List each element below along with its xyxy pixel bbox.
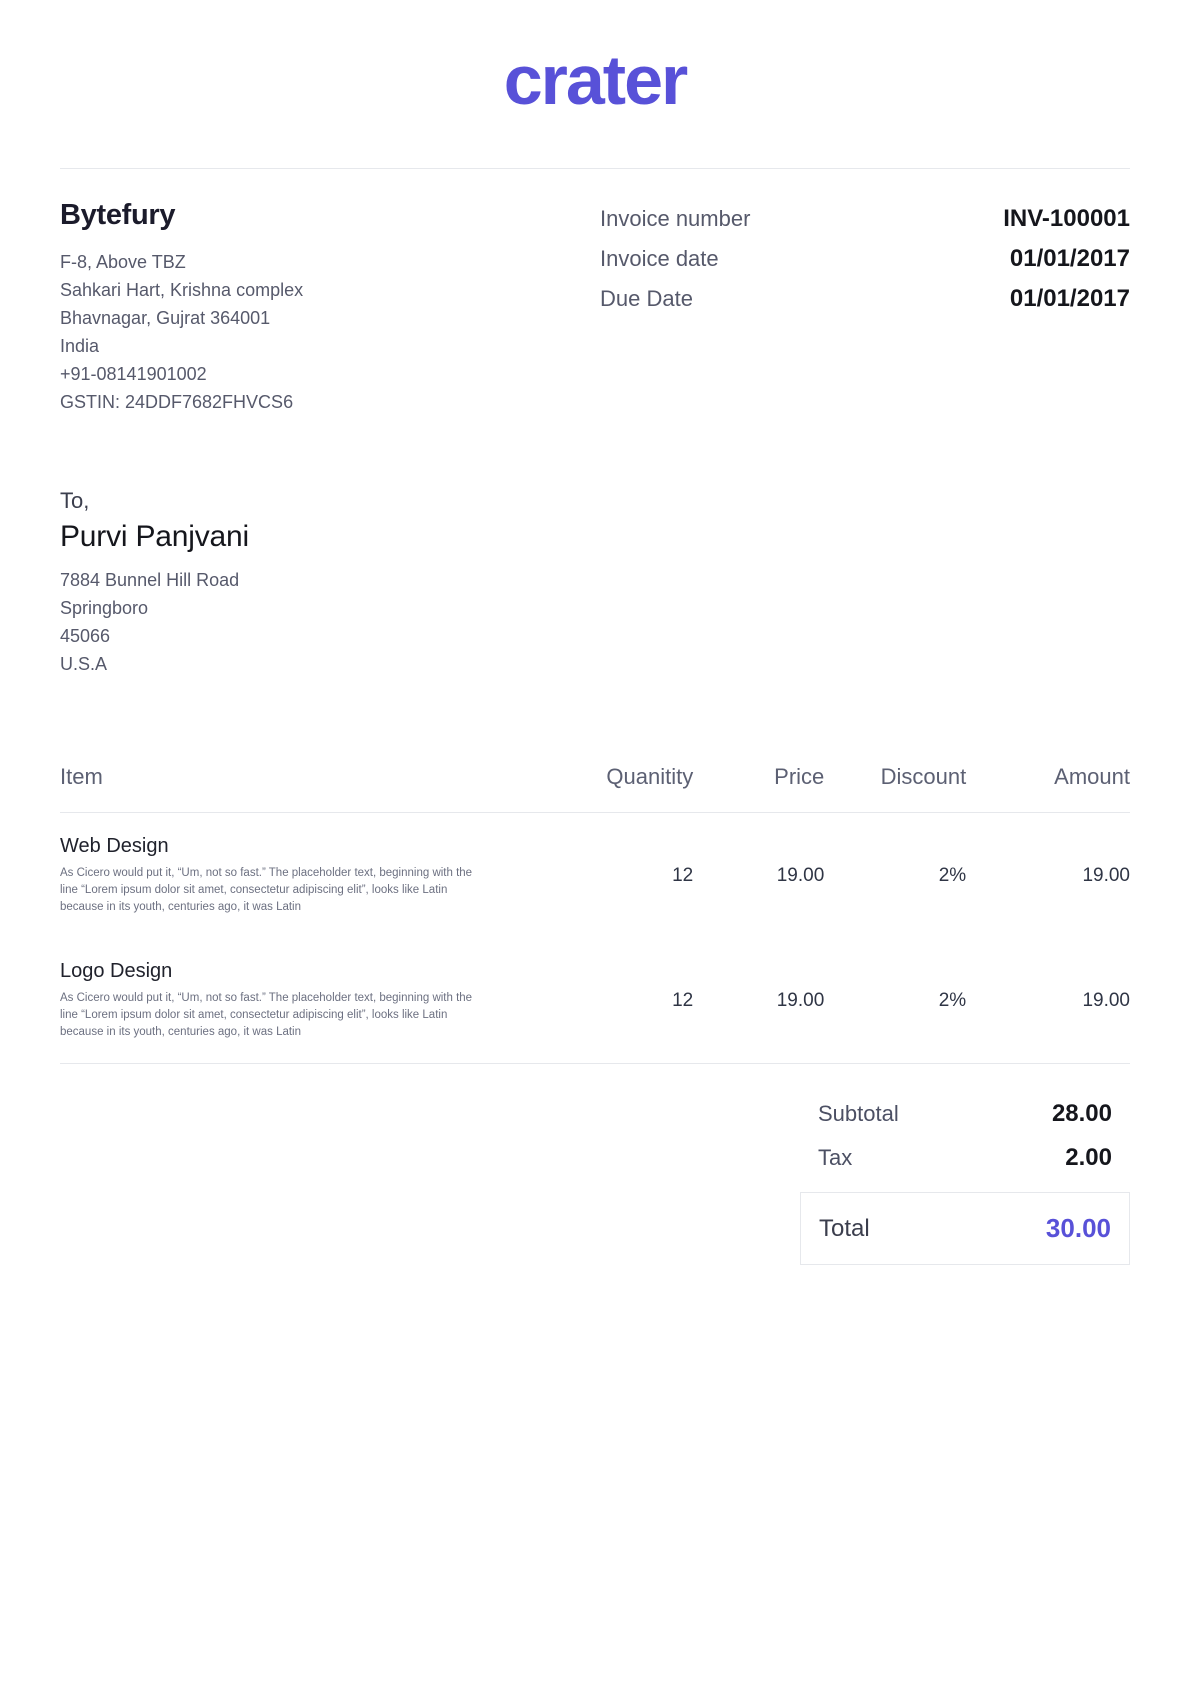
bill-to-name: Purvi Panjvani bbox=[60, 520, 249, 553]
item-title: Web Design bbox=[60, 835, 169, 857]
item-description: As Cicero would put it, “Um, not so fast.” The placeholder text, beginning with the line “Lorem ipsum dolor sit amet, consectetur adipiscing elit”, looks like Latin because in its youth, centuries ago, it was Latin bbox=[60, 867, 473, 913]
table-row bbox=[60, 813, 1130, 939]
items-table bbox=[60, 764, 1130, 1063]
brand-logo-text: crater bbox=[503, 41, 687, 119]
due-date-label: Due Date bbox=[600, 286, 693, 311]
column-header-quantity: Quanitity bbox=[562, 764, 693, 813]
brand-logo bbox=[60, 0, 1130, 160]
invoice-number-label: Invoice number bbox=[600, 206, 751, 231]
item-amount: 19.00 bbox=[1082, 864, 1130, 886]
tax-label: Tax bbox=[818, 1145, 853, 1170]
item-price: 19.00 bbox=[776, 989, 825, 1011]
totals-block bbox=[800, 1092, 1130, 1265]
item-price: 19.00 bbox=[776, 864, 825, 886]
invoice-date-label: Invoice date bbox=[600, 246, 719, 271]
invoice-number-row bbox=[600, 205, 1130, 233]
invoice-meta-block bbox=[600, 199, 1130, 416]
company-address-line: F-8, Above TBZ bbox=[60, 252, 186, 272]
column-header-price: Price bbox=[693, 764, 824, 813]
bill-to-label: To, bbox=[60, 488, 90, 513]
total-label: Total bbox=[819, 1214, 870, 1242]
company-gstin: GSTIN: 24DDF7682FHVCS6 bbox=[60, 392, 294, 412]
due-date-row bbox=[600, 285, 1130, 313]
item-quantity: 12 bbox=[672, 989, 694, 1011]
bill-to-address-line: 45066 bbox=[60, 626, 111, 646]
item-discount: 2% bbox=[938, 989, 967, 1011]
bill-to-address-line: Springboro bbox=[60, 598, 149, 618]
item-description: As Cicero would put it, “Um, not so fast.” The placeholder text, beginning with the line “Lorem ipsum dolor sit amet, consectetur adipiscing elit”, looks like Latin because in its youth, centuries ago, it was Latin bbox=[60, 992, 473, 1038]
subtotal-value: 28.00 bbox=[1051, 1100, 1112, 1127]
tax-value: 2.00 bbox=[1065, 1144, 1112, 1171]
invoice-header bbox=[60, 199, 1130, 416]
company-address-line: India bbox=[60, 336, 100, 356]
total-row bbox=[800, 1192, 1130, 1265]
company-phone: +91-08141901002 bbox=[60, 364, 207, 384]
header-divider bbox=[60, 168, 1130, 169]
company-address-line: Sahkari Hart, Krishna complex bbox=[60, 280, 304, 300]
table-row bbox=[60, 938, 1130, 1063]
column-header-amount: Amount bbox=[966, 764, 1130, 813]
item-amount: 19.00 bbox=[1082, 989, 1130, 1011]
column-header-item: Item bbox=[60, 764, 562, 813]
bill-to-block bbox=[60, 488, 1130, 678]
subtotal-label: Subtotal bbox=[818, 1101, 899, 1126]
company-name: Bytefury bbox=[60, 199, 176, 231]
bill-to-address-line: 7884 Bunnel Hill Road bbox=[60, 570, 240, 590]
tax-row bbox=[800, 1136, 1130, 1180]
item-title: Logo Design bbox=[60, 960, 173, 982]
bill-to-address-line: U.S.A bbox=[60, 654, 108, 674]
company-block bbox=[60, 199, 600, 416]
invoice-date-value: 01/01/2017 bbox=[1009, 245, 1130, 272]
column-header-discount: Discount bbox=[824, 764, 966, 813]
item-quantity: 12 bbox=[672, 864, 694, 886]
invoice-number-value: INV-100001 bbox=[1003, 205, 1130, 232]
invoice-date-row bbox=[600, 245, 1130, 273]
item-cell bbox=[60, 813, 562, 939]
items-table-divider bbox=[60, 1063, 1130, 1064]
item-discount: 2% bbox=[938, 864, 967, 886]
items-table-header-row bbox=[60, 764, 1130, 813]
company-address-line: Bhavnagar, Gujrat 364001 bbox=[60, 308, 271, 328]
item-cell bbox=[60, 938, 562, 1063]
due-date-value: 01/01/2017 bbox=[1009, 285, 1130, 312]
subtotal-row bbox=[800, 1092, 1130, 1136]
total-value: 30.00 bbox=[1045, 1213, 1111, 1243]
